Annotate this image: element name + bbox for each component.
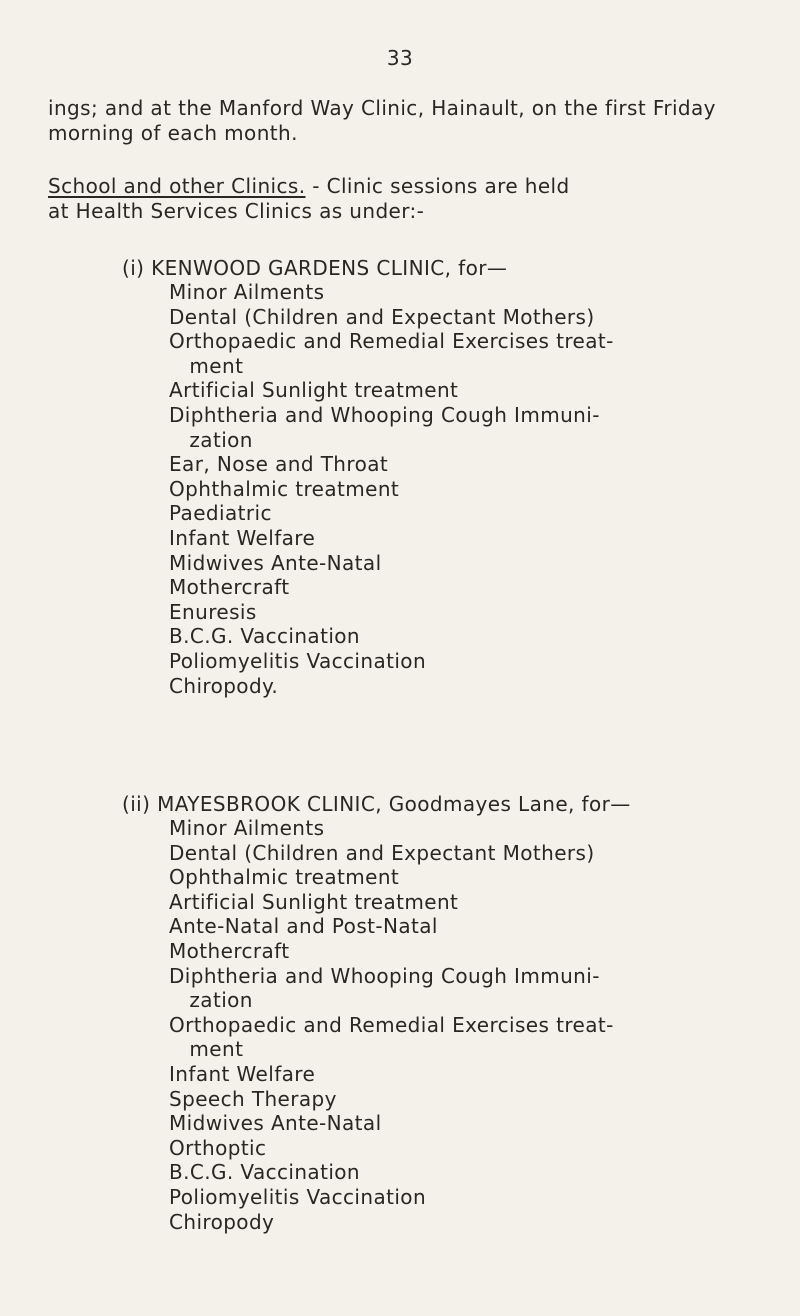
list-item: Artificial Sunlight treatment xyxy=(169,889,459,914)
list-item: Chiropody. xyxy=(169,673,279,698)
list-item: Dental (Children and Expectant Mothers) xyxy=(169,840,595,865)
list-item: Minor Ailments xyxy=(169,816,325,840)
page-number: 33 xyxy=(386,46,414,70)
list-item: Diphtheria and Whooping Cough Immuni- xyxy=(169,402,600,427)
list-item: ment xyxy=(169,1037,244,1062)
list-item: Mothercraft xyxy=(169,575,290,600)
list-item: Ante-Natal and Post-Natal xyxy=(169,914,438,939)
section-1-heading: (i) KENWOOD GARDENS CLINIC, for— xyxy=(122,256,508,280)
list-item: Ophthalmic treatment xyxy=(169,865,400,890)
list-item: Minor Ailments xyxy=(169,280,325,304)
list-item: Infant Welfare xyxy=(169,1061,316,1086)
list-item: Chiropody xyxy=(169,1209,275,1234)
list-item: Midwives Ante-Natal xyxy=(169,550,382,575)
section-1-list xyxy=(169,280,729,698)
list-item: Ear, Nose and Throat xyxy=(169,452,389,477)
clinics-paragraph xyxy=(48,174,768,224)
list-item: Enuresis xyxy=(169,599,257,624)
intro-paragraph: ings; and at the Manford Way Clinic, Hainault, on the first Friday morning of each month. xyxy=(48,96,716,145)
list-item: B.C.G. Vaccination xyxy=(169,624,360,649)
list-item: ment xyxy=(169,353,244,378)
list-item: Poliomyelitis Vaccination xyxy=(169,1184,427,1209)
list-item: Ophthalmic treatment xyxy=(169,476,400,501)
list-item: Speech Therapy xyxy=(169,1086,337,1111)
list-item: Diphtheria and Whooping Cough Immuni- xyxy=(169,963,600,988)
list-item: Artificial Sunlight treatment xyxy=(169,378,459,403)
list-item: Poliomyelitis Vaccination xyxy=(169,648,427,673)
list-item: B.C.G. Vaccination xyxy=(169,1160,360,1185)
list-item: zation xyxy=(169,988,253,1013)
section-2-heading: (ii) MAYESBROOK CLINIC, Goodmayes Lane, for— xyxy=(122,792,631,816)
list-item: Orthopaedic and Remedial Exercises treat- xyxy=(169,1012,614,1037)
clinics-heading-rest-1: - Clinic sessions are held xyxy=(305,174,570,198)
list-item: Mothercraft xyxy=(169,938,290,963)
list-item: Orthoptic xyxy=(169,1135,267,1160)
clinics-heading: School and other Clinics. xyxy=(48,174,306,198)
clinics-heading-rest-2: at Health Services Clinics as under:- xyxy=(48,199,425,223)
list-item: Dental (Children and Expectant Mothers) xyxy=(169,304,595,329)
list-item: Infant Welfare xyxy=(169,525,316,550)
list-item: Midwives Ante-Natal xyxy=(169,1111,382,1136)
list-item: zation xyxy=(169,427,253,452)
section-2-list xyxy=(169,816,729,1234)
list-item: Orthopaedic and Remedial Exercises treat- xyxy=(169,329,614,354)
list-item: Paediatric xyxy=(169,501,272,526)
